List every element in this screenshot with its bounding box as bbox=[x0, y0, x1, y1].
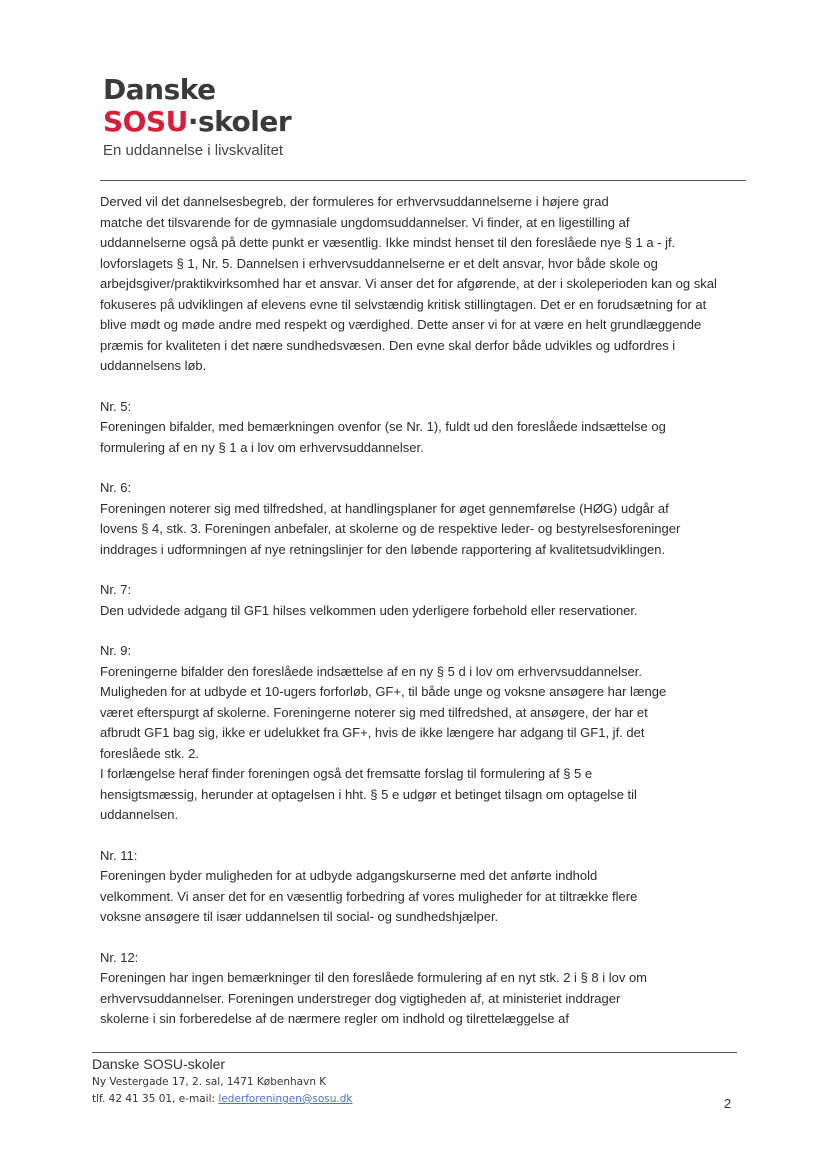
section-heading: Nr. 5: bbox=[100, 398, 132, 414]
text-line: Foreningen bifalder, med bemærkningen ovenfor (se Nr. 1), fuldt ud den foreslåede indsættelse og bbox=[100, 419, 666, 434]
text-line: I forlængelse heraf finder foreningen også det fremsatte forslag til formulering af § 5 e bbox=[100, 766, 593, 781]
text-line: velkomment. Vi anser det for en væsentlig forbedring af vores muligheder for at tiltrække flere bbox=[100, 888, 638, 904]
section-4 bbox=[100, 641, 750, 826]
logo-tagline: En uddannelse i livskvalitet bbox=[103, 142, 284, 159]
section-2 bbox=[100, 478, 750, 560]
text-line: Muligheden for at udbyde et 10-ugers forforløb, GF+, til både unge og voksne ansøgere har længe bbox=[100, 684, 667, 699]
text-line: Foreningerne bifalder den foreslåede indsættelse af en ny § 5 d i lov om erhvervsuddannelser. bbox=[100, 663, 642, 679]
section-heading: Nr. 7: bbox=[100, 582, 132, 597]
header-divider bbox=[100, 180, 746, 181]
section-1 bbox=[100, 397, 750, 459]
section-heading: Nr. 11: bbox=[100, 847, 138, 863]
text-line: formulering af en ny § 1 a i lov om erhvervsuddannelser. bbox=[100, 439, 424, 455]
page-number: 2 bbox=[724, 1096, 732, 1111]
section-0 bbox=[100, 192, 750, 377]
logo-dot: · bbox=[187, 105, 199, 138]
footer-org: Danske SOSU-skoler bbox=[92, 1056, 226, 1072]
text-line: lovforslagets § 1, Nr. 5. Dannelsen i erhvervsuddannelserne er et delt ansvar, hvor både skole og bbox=[100, 255, 658, 271]
text-line: uddannelsens løb. bbox=[100, 358, 207, 373]
logo-skoler: skoler bbox=[198, 105, 292, 138]
text-line: erhvervsuddannelser. Foreningen understreger dog vigtigheden af, at ministeriet inddrager bbox=[100, 990, 621, 1006]
logo-sosu: SOSU bbox=[103, 105, 188, 138]
text-line: skolerne i sin forberedelse af de nærmere regler om indhold og tilrettelæggelse af bbox=[100, 1011, 569, 1026]
text-line: foreslåede stk. 2. bbox=[100, 745, 199, 761]
text-line: hensigtsmæssig, herunder at optagelsen i hht. § 5 e udgør et betinget tilsagn om optagelse til bbox=[100, 786, 637, 802]
footer-contact bbox=[92, 1093, 752, 1105]
text-line: Foreningen har ingen bemærkninger til den foreslåede formulering af en nyt stk. 2 i § 8 i lov om bbox=[100, 970, 648, 985]
section-3 bbox=[100, 580, 750, 621]
footer-contact-prefix: tlf. 42 41 35 01, e-mail: bbox=[92, 1093, 219, 1105]
section-heading: Nr. 6: bbox=[100, 480, 132, 495]
text-line: Derved vil det dannelsesbegreb, der formuleres for erhvervsuddannelserne i højere grad bbox=[100, 194, 609, 209]
logo-line1: Danske bbox=[103, 73, 216, 106]
letter-body bbox=[100, 192, 750, 1050]
text-line: uddannelserne også på dette punkt er væsentlig. Ikke mindst henset til den foreslåede nye § 1 a - jf. bbox=[100, 235, 676, 250]
text-line: været efterspurgt af skolerne. Foreningerne noterer sig med tilfredshed, at ansøgere, der har et bbox=[100, 704, 648, 720]
section-heading: Nr. 12: bbox=[100, 949, 139, 965]
footer bbox=[92, 1052, 752, 1105]
section-heading: Nr. 9: bbox=[100, 643, 132, 658]
text-line: matche det tilsvarende for de gymnasiale ungdomsuddannelser. Vi finder, at en ligestilling af bbox=[100, 214, 630, 230]
section-5 bbox=[100, 846, 750, 928]
footer-address: Ny Vestergade 17, 2. sal, 1471 København K bbox=[92, 1076, 327, 1088]
text-line: Den udvidede adgang til GF1 hilses velkommen uden yderligere forbehold eller reservationer. bbox=[100, 602, 638, 618]
email-link[interactable]: lederforeningen@sosu.dk bbox=[218, 1093, 353, 1105]
text-line: afbrudt GF1 bag sig, ikke er udelukket fra GF+, hvis de ikke længere har adgang til GF1, jf. det bbox=[100, 725, 645, 740]
text-line: lovens § 4, stk. 3. Foreningen anbefaler, at skolerne og de respektive leder- og bestyrelsesforeninger bbox=[100, 521, 681, 536]
text-line: Foreningen byder muligheden for at udbyde adgangskurserne med det anførte indhold bbox=[100, 868, 598, 883]
text-line: inddrages i udformningen af nye retningslinjer for den løbende rapportering af kvalitetsudviklingen. bbox=[100, 541, 666, 557]
text-line: Foreningen noterer sig med tilfredshed, at handlingsplaner for øget gennemførelse (HØG) udgår af bbox=[100, 500, 669, 516]
text-line: præmis for kvaliteten i det nære sundhedsvæsen. Den evne skal derfor både udvikles og udfordres i bbox=[100, 337, 676, 353]
text-line: voksne ansøgere til især uddannelsen til social- og sundhedshjælper. bbox=[100, 909, 499, 924]
section-6 bbox=[100, 948, 750, 1030]
text-line: arbejdsgiver/praktikvirksomhed har et ansvar. Vi anser det for afgørende, at der i skoleperioden kan og skal bbox=[100, 276, 717, 291]
logo-line2 bbox=[103, 106, 291, 138]
text-line: uddannelsen. bbox=[100, 807, 179, 822]
text-line: fokuseres på udviklingen af elevens evne til selvstændig kritisk stillingtagen. Det er en forudsætning for at bbox=[100, 296, 707, 312]
footer-divider bbox=[92, 1052, 737, 1053]
logo bbox=[103, 74, 291, 159]
text-line: blive mødt og møde andre med respekt og værdighed. Dette anser vi for at være en helt grundlæggende bbox=[100, 317, 702, 332]
